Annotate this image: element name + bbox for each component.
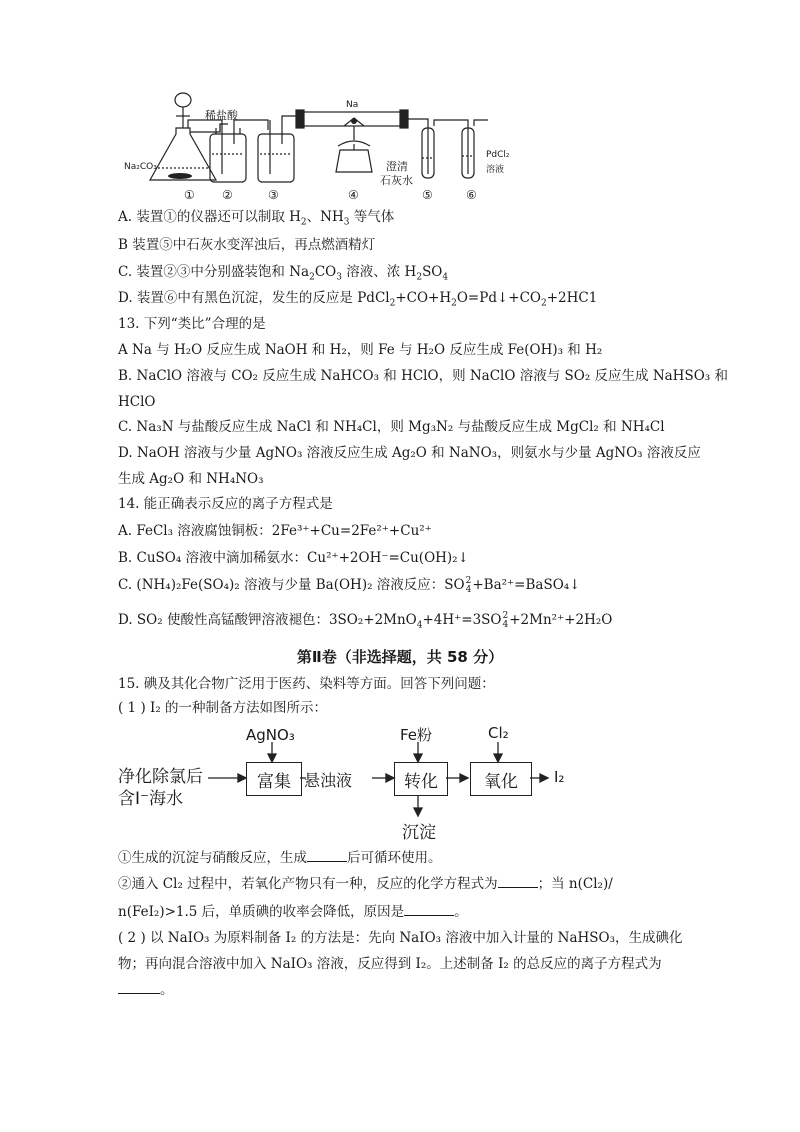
flow-fe: Fe粉 [400,726,433,744]
q14-option-b: B. CuSO₄ 溶液中滴加稀氨水：Cu²⁺+2OH⁻=Cu(OH)₂↓ [118,550,469,566]
q15-q2-line2: n(FeI₂)>1.5 后，单质碘的收率会降低，原因是 。 [118,904,468,920]
q13-option-b-line1: B. NaClO 溶液与 CO₂ 反应生成 NaHCO₃ 和 HClO，则 NaClO 溶液与 SO₂ 反应生成 NaHSO₃ 和 [118,368,728,384]
flow-source-line2: 含I⁻海水 [118,789,183,809]
q12-option-c: C. 装置②③中分别盛装饱和 $Na_2CO_3$ 溶液、浓 $H_2SO_4$ [118,264,449,283]
label-num-4: ④ [348,188,359,202]
flow-box-convert: 转化 [394,762,448,796]
q15-part2-line2: 物；再向混合溶液中加入 NaIO₃ 溶液，反应得到 I₂。上述制备 I₂ 的总反应的离子方程式为 [118,956,662,972]
q12-option-a: A. 装置①的仪器还可以制取 $H_2$、$NH_3$ 等气体 [118,209,395,228]
label-num-1: ① [184,188,195,202]
q14-option-d: D. SO₂ 使酸性高锰酸钾溶液褪色：3SO₂+2MnO$_4$+4H⁺=3SO 2 4 +2Mn²⁺+2H₂O [118,610,613,631]
flow-precipitate: 沉淀 [402,823,436,843]
q14-option-a: A. FeCl₃ 溶液腐蚀铜板：2Fe³⁺+Cu=2Fe²⁺+Cu²⁺ [118,523,432,539]
flow-box-enrich: 富集 [246,762,302,796]
flow-suspension: 悬浊液 [304,771,353,790]
q13-option-d-line1: D. NaOH 溶液与少量 AgNO₃ 溶液反应生成 Ag₂O 和 NaNO₃，则氨水与少量 AgNO₃ 溶液反应 [118,445,701,461]
label-pdcl2-1: PdCl₂ [486,150,510,160]
label-num-2: ② [222,188,233,202]
q13-option-a: A Na 与 H₂O 反应生成 NaOH 和 H₂，则 Fe 与 H₂O 反应生成 Fe(OH)₃ 和 H₂ [118,342,603,358]
q15-stem: 15. 碘及其化合物广泛用于医药、染料等方面。回答下列问题： [118,676,495,692]
flow-cl2: Cl₂ [488,724,509,742]
label-pdcl2-2: 溶液 [486,165,505,175]
answer-blank[interactable] [498,875,538,888]
q13-stem: 13. 下列“类比”合理的是 [118,316,266,332]
label-num-3: ③ [268,188,279,202]
answer-blank[interactable] [404,903,454,916]
flow-box-oxidize: 氧化 [470,762,532,796]
answer-blank[interactable] [307,849,347,862]
q15-part1-intro: ( 1 ) I₂ 的一种制备方法如图所示： [118,700,328,716]
flow-source-line1: 净化除氯后 [118,767,203,787]
q13-option-b-line2: HClO [118,394,156,410]
label-na: Na [346,100,359,110]
q15-part2-line3: 。 [118,980,174,1000]
section-title: 第Ⅱ卷（非选择题，共 58 分） [296,648,504,666]
answer-blank[interactable] [118,981,160,994]
q12-option-b: B 装置⑤中石灰水变浑浊后，再点燃酒精灯 [118,237,376,253]
q15-q1: ①生成的沉淀与硝酸反应，生成 后可循环使用。 [118,850,442,866]
q12-option-d: D. 装置⑥中有黑色沉淀，发生的反应是 $PdCl_2+CO+H_2O=Pd↓+CO_2+2HC1$ [118,290,598,309]
q13-option-c: C. Na₃N 与盐酸反应生成 NaCl 和 NH₄Cl，则 Mg₃N₂ 与盐酸反应生成 MgCl₂ 和 NH₄Cl [118,419,665,435]
q15-q2-line1: ②通入 Cl₂ 过程中，若氧化产物只有一种，反应的化学方程式为 ；当 n(Cl₂)/ [118,876,613,892]
q14-option-c: C. (NH₄)₂Fe(SO₄)₂ 溶液与少量 Ba(OH)₂ 溶液反应：SO 2 4 +Ba²⁺=BaSO₄↓ [118,575,581,595]
label-limewater-1: 澄清 [386,160,408,173]
flow-agno3: AgNO₃ [246,726,295,744]
label-limewater-2: 石灰水 [380,174,413,187]
q13-option-d-line2: 生成 Ag₂O 和 NH₄NO₃ [118,471,264,487]
q14-stem: 14. 能正确表示反应的离子方程式是 [118,496,333,512]
label-na2co3: Na₂CO₃ [124,162,157,172]
label-dilute-hcl: 稀盐酸 [205,109,238,122]
apparatus-diagram [118,88,538,204]
label-num-6: ⑥ [466,188,477,202]
q15-part2-line1: ( 2 ) 以 NaIO₃ 为原料制备 I₂ 的方法是：先向 NaIO₃ 溶液中加入计量的 NaHSO₃，生成碘化 [118,930,683,946]
flow-product: I₂ [554,768,565,786]
label-num-5: ⑤ [422,188,433,202]
